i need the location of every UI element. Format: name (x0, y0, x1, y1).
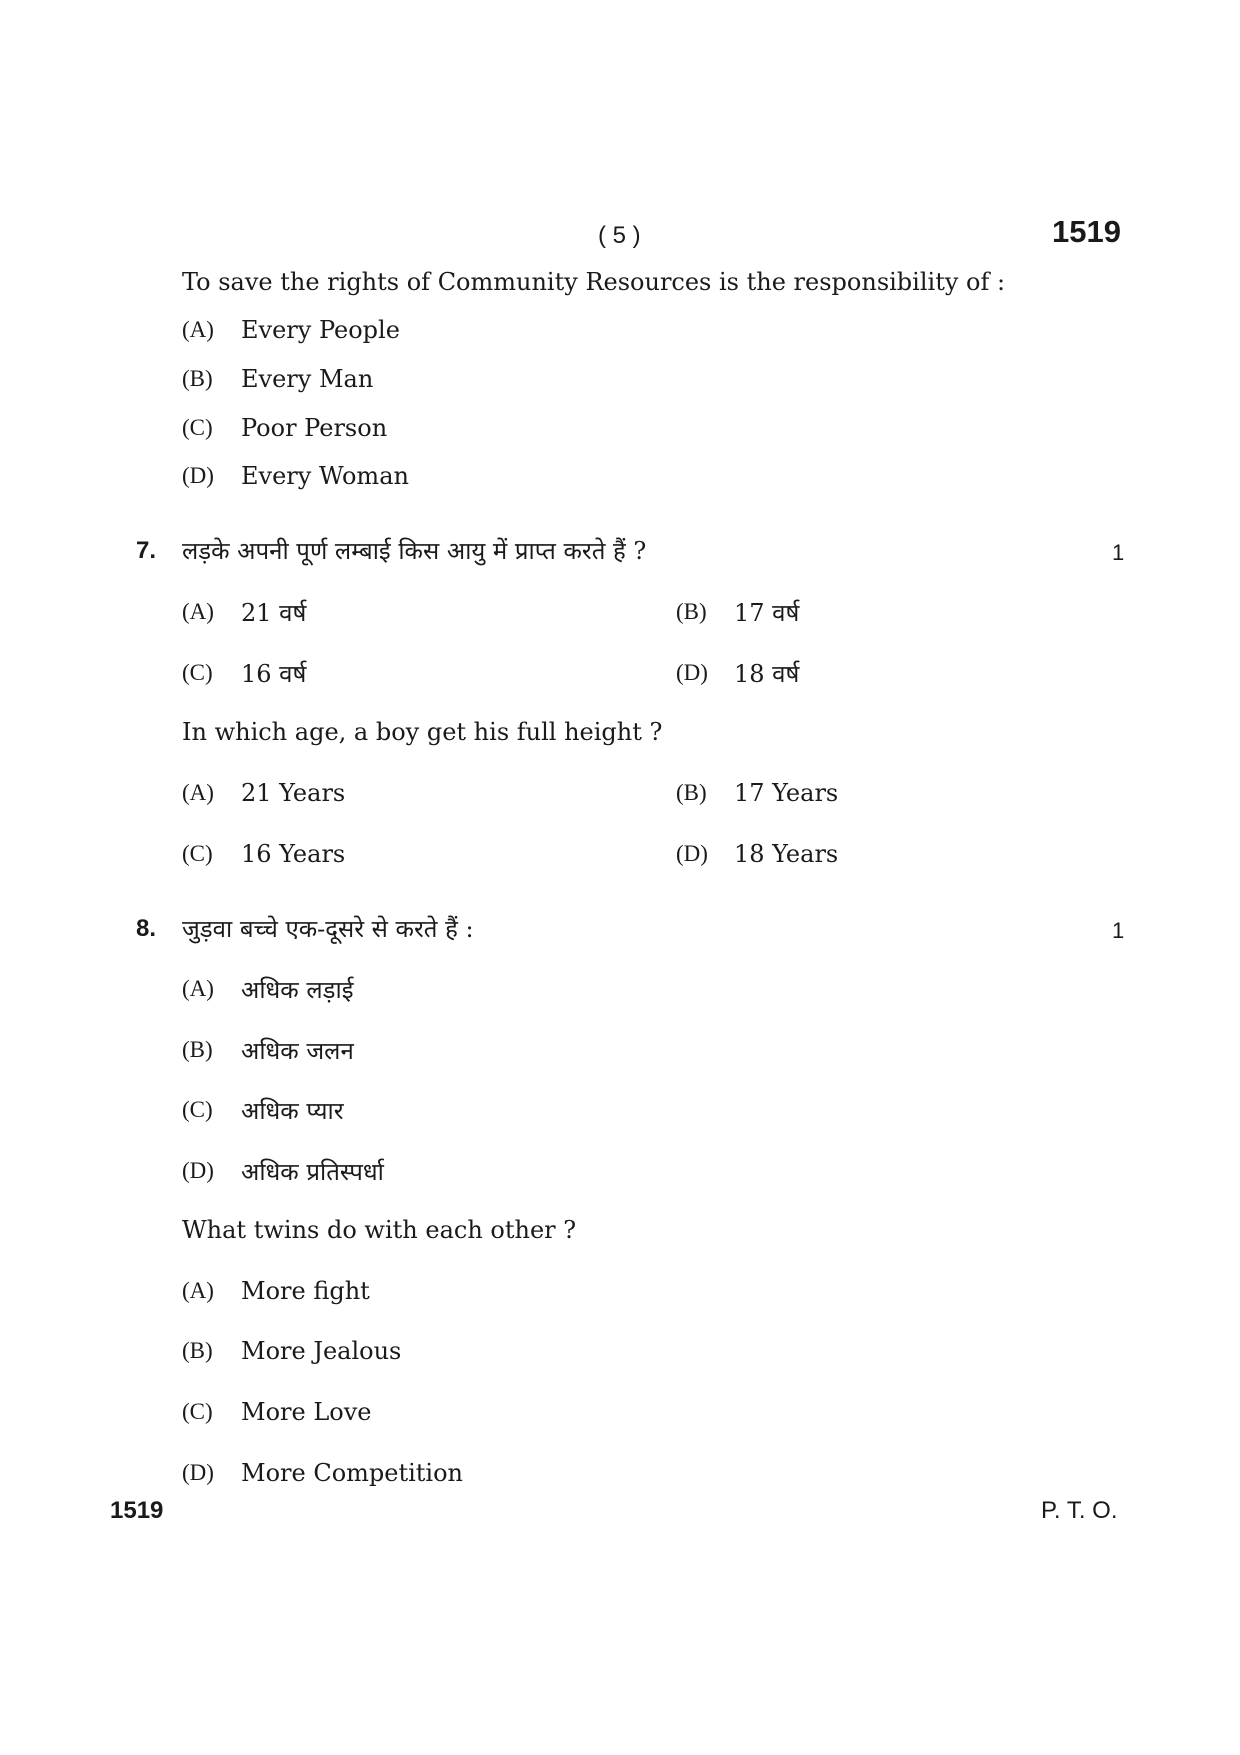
paper-code-footer: 1519 (110, 1497, 164, 1524)
option-text: Every People (241, 316, 400, 344)
paper-code-header: 1519 (1052, 214, 1121, 249)
option-text: 17 Years (734, 779, 839, 807)
option-label: (B) (676, 780, 707, 805)
option-label: (D) (676, 841, 708, 866)
option-label: (D) (182, 1460, 214, 1485)
option-label: (B) (182, 366, 213, 391)
option-label: (B) (182, 1338, 213, 1363)
option-label: (B) (676, 599, 707, 624)
q8-marks: 1 (1112, 918, 1125, 943)
option-text: अधिक लड़ाई (241, 976, 354, 1004)
option-label: (A) (182, 599, 214, 624)
pto-label: P. T. O. (1041, 1497, 1118, 1524)
option-label: (A) (182, 780, 214, 805)
option-label: (C) (182, 415, 213, 440)
option-text: More fight (241, 1277, 370, 1305)
q8-english-question: What twins do with each other ? (182, 1216, 577, 1244)
option-label: (D) (182, 1158, 214, 1183)
option-text: 18 Years (734, 840, 839, 868)
option-label: (A) (182, 976, 214, 1001)
option-label: (A) (182, 317, 214, 342)
option-text: 18 वर्ष (734, 660, 800, 688)
option-label: (A) (182, 1278, 214, 1303)
option-text: 21 वर्ष (241, 599, 307, 627)
q7-english-question: In which age, a boy get his full height ? (182, 718, 663, 746)
option-label: (C) (182, 1097, 213, 1122)
option-text: 16 वर्ष (241, 660, 307, 688)
option-text: More Competition (241, 1459, 464, 1487)
option-text: Every Woman (241, 462, 409, 490)
option-label: (C) (182, 660, 213, 685)
option-text: अधिक जलन (241, 1037, 354, 1065)
q7-marks: 1 (1112, 540, 1125, 565)
option-label: (D) (182, 463, 214, 488)
option-text: 21 Years (241, 779, 346, 807)
option-label: (D) (676, 660, 708, 685)
option-text: 16 Years (241, 840, 346, 868)
option-text: More Love (241, 1398, 372, 1426)
option-label: (B) (182, 1037, 213, 1062)
option-label: (C) (182, 841, 213, 866)
option-text: Poor Person (241, 414, 388, 442)
q8-hindi-question: जुड़वा बच्चे एक-दूसरे से करते हैं : (182, 915, 474, 943)
option-text: 17 वर्ष (734, 599, 800, 627)
q6-english-question: To save the rights of Community Resources is the responsibility of : (182, 268, 1006, 296)
option-text: अधिक प्रतिस्पर्धा (241, 1158, 384, 1186)
q7-hindi-question: लड़के अपनी पूर्ण लम्बाई किस आयु में प्राप्त करते हैं ? (182, 537, 647, 565)
option-label: (C) (182, 1399, 213, 1424)
page-number: ( 5 ) (598, 222, 641, 249)
q7-number: 7. (136, 537, 157, 564)
option-text: More Jealous (241, 1337, 402, 1365)
q8-number: 8. (136, 915, 157, 942)
option-text: अधिक प्यार (241, 1097, 344, 1125)
option-text: Every Man (241, 365, 374, 393)
